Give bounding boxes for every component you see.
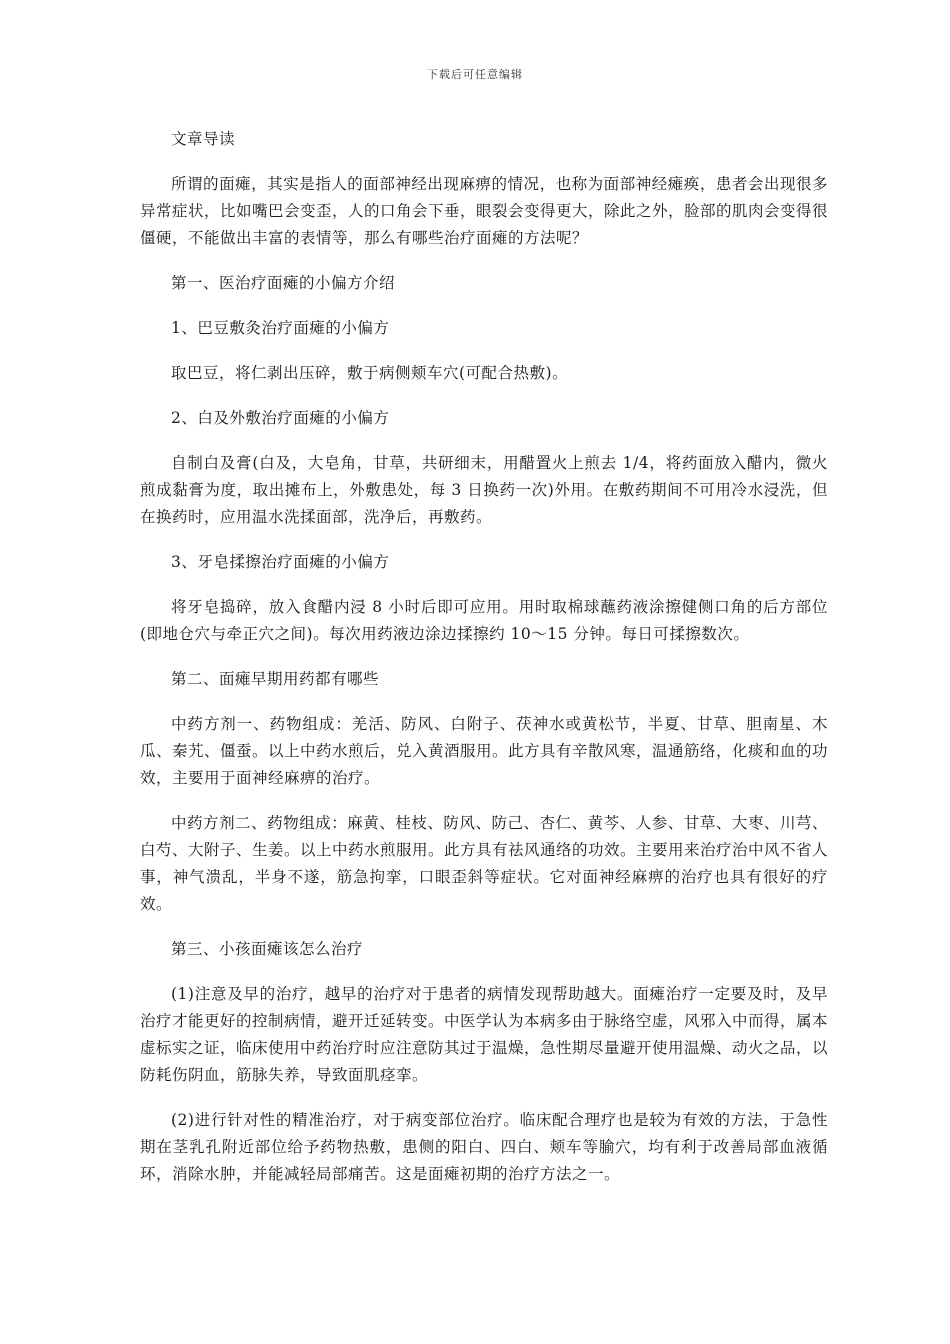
paragraph-1-1: 取巴豆，将仁剥出压碎，敷于病侧颊车穴(可配合热敷)。 xyxy=(171,364,569,382)
paragraph-2-1: 中药方剂一、药物组成：羌活、防风、白附子、茯神水或黄松节，半夏、甘草、胆南星、木瓜、秦艽、僵蚕。以上中药水煎后，兑入黄酒服用。此方具有辛散风寒，温通筋络，化痰和血的功效，主要用于面神经麻痹的治疗。 xyxy=(140,715,829,787)
article-body xyxy=(140,126,828,1206)
paragraph-2-2: 中药方剂二、药物组成：麻黄、桂枝、防风、防己、杏仁、黄芩、人参、甘草、大枣、川芎、白芍、大附子、生姜。以上中药水煎服用。此方具有祛风通络的功效。主要用来治疗治中风不省人事，神气溃乱，半身不遂，筋急拘挛，口眼歪斜等症状。它对面神经麻痹的治疗也具有很好的疗效。 xyxy=(140,814,829,913)
paragraph-1-3: 将牙皂捣碎，放入食醋内浸 8 小时后即可应用。用时取棉球蘸药液涂擦健侧口角的后方部位(即地仓穴与牵正穴之间)。每次用药液边涂边揉擦约 10～15 分钟。每日可揉擦数次。 xyxy=(140,598,828,643)
paragraph-3-2: (2)进行针对性的精准治疗，对于病变部位治疗。临床配合理疗也是较为有效的方法，于急性期在茎乳孔附近部位给予药物热敷，患侧的阳白、四白、颊车等腧穴，均有利于改善局部血液循环，消除水肿，并能减轻局部痛苦。这是面瘫初期的治疗方法之一。 xyxy=(140,1111,828,1183)
subheading-1-1: 1、巴豆敷灸治疗面瘫的小偏方 xyxy=(171,319,390,337)
subheading-1-2: 2、白及外敷治疗面瘫的小偏方 xyxy=(171,409,390,427)
subheading-1-3: 3、牙皂揉擦治疗面瘫的小偏方 xyxy=(171,553,390,571)
section-heading-intro: 文章导读 xyxy=(171,130,236,148)
section-heading-1: 第一、医治疗面瘫的小偏方介绍 xyxy=(171,274,396,292)
section-heading-3: 第三、小孩面瘫该怎么治疗 xyxy=(171,940,364,958)
section-heading-2: 第二、面瘫早期用药都有哪些 xyxy=(171,670,380,688)
paragraph-intro: 所谓的面瘫，其实是指人的面部神经出现麻痹的情况，也称为面部神经瘫痪，患者会出现很多异常症状，比如嘴巴会变歪，人的口角会下垂，眼裂会变得更大，除此之外，脸部的肌肉会变得很僵硬，不能做出丰富的表情等，那么有哪些治疗面瘫的方法呢？ xyxy=(140,175,829,247)
page-header: 下载后可任意编辑 xyxy=(427,68,523,81)
paragraph-3-1: (1)注意及早的治疗，越早的治疗对于患者的病情发现帮助越大。面瘫治疗一定要及时，及早治疗才能更好的控制病情，避开迁延转变。中医学认为本病多由于脉络空虚，风邪入中而得，属本虚标实之证，临床使用中药治疗时应注意防其过于温燥，急性期尽量避开使用温燥、动火之品，以防耗伤阴血，筋脉失养，导致面肌痉挛。 xyxy=(140,985,829,1084)
paragraph-1-2: 自制白及膏(白及，大皂角，甘草，共研细末，用醋置火上煎去 1/4，将药面放入醋内，微火煎成黏膏为度，取出摊布上，外敷患处，每 3 日换药一次)外用。在敷药期间不可用冷水浸洗，但在换药时，应用温水洗揉面部，洗净后，再敷药。 xyxy=(140,454,828,526)
